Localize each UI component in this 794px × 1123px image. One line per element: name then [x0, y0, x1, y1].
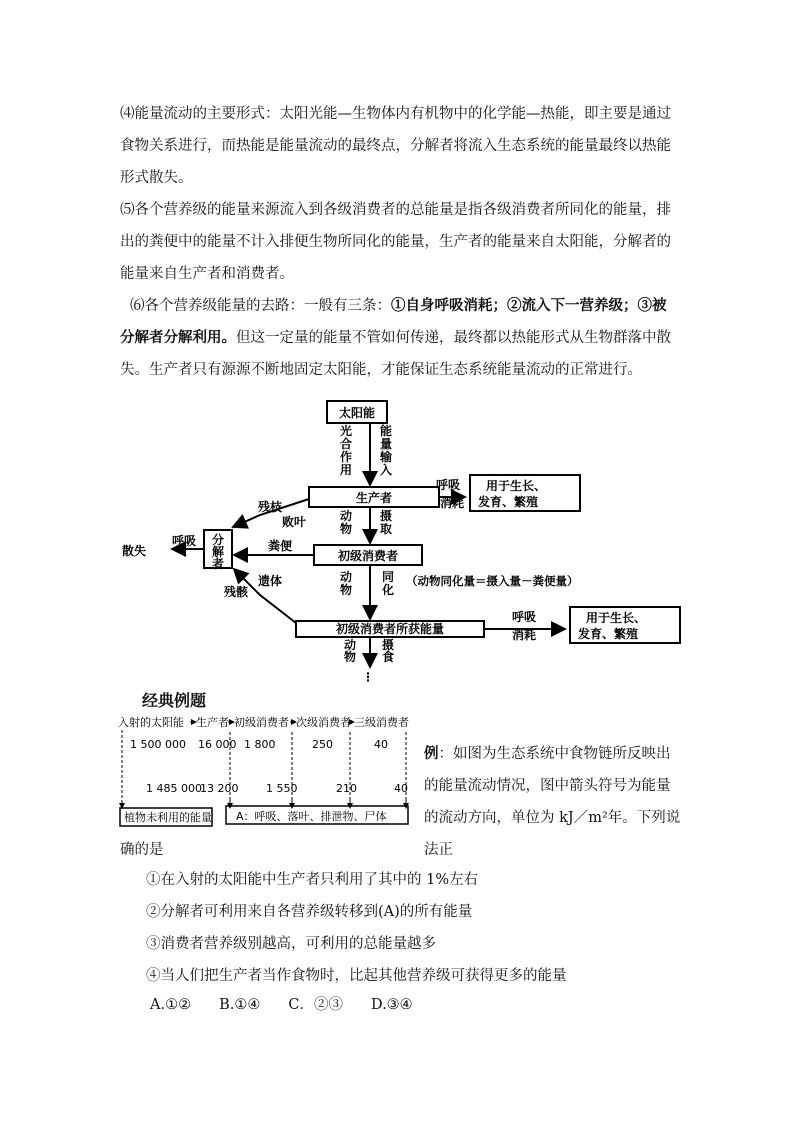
top-value-4: 250 [312, 738, 333, 751]
baiye: 败叶 [282, 515, 307, 529]
top-value-1: 1 500 000 [130, 738, 186, 751]
top-value-3: 1 800 [244, 738, 276, 751]
paragraph-6-rest: 但这一定量的能量不管如何传递，最终都以热能形式从生物群落中散失。生产者只有源源不断地固定太阳能，才能保证生态系统能量流动的正常进行。 [120, 330, 671, 378]
growth-2a: 用于生长、 [586, 611, 647, 625]
top-value-5: 40 [374, 738, 388, 751]
choice-d[interactable]: D.③④ [370, 997, 413, 1013]
input-char-2: 量 [379, 437, 393, 451]
bottom-value-5: 40 [394, 782, 408, 795]
decomposer-char-3: 者 [211, 557, 225, 571]
decomposer-char-1: 分 [211, 533, 225, 547]
tonghua-a: 同 [381, 570, 395, 584]
photo-char-2: 合 [339, 437, 353, 451]
header-tertiary: 三级消费者 [354, 716, 409, 729]
input-char-1: 能 [379, 424, 393, 438]
resp-1: 呼吸 [436, 478, 461, 492]
choice-a[interactable]: A.①② [150, 997, 192, 1013]
sheshi-b: 食 [381, 650, 395, 664]
formula: （动物同化量＝摄入量－粪便量） [406, 574, 579, 588]
dongwu-3a: 动 [343, 638, 357, 652]
primary-energy-label: 初级消费者所获能量 [335, 622, 445, 636]
tonghua-b: 化 [381, 583, 395, 597]
question-label: 例 [424, 745, 439, 762]
header-sun: 入射的太阳能 [118, 716, 184, 729]
question-intro-end: 确的是 [120, 842, 164, 858]
header-secondary: 次级消费者 [296, 716, 351, 729]
resp-2: 呼吸 [512, 610, 537, 624]
option-4: ④当人们把生产者当作食物时，比起其他营养级可获得更多的能量 [146, 968, 567, 984]
sun-label: 太阳能 [338, 406, 376, 420]
header-producer: 生产者 [196, 716, 229, 729]
sanshi: 散失 [122, 544, 147, 558]
dongwu-1a: 动 [339, 509, 353, 523]
dongwu-2b: 物 [339, 583, 353, 597]
dongwu-3b: 物 [343, 650, 357, 664]
bottom-value-1: 1 485 000 [146, 782, 202, 795]
option-3: ③消费者营养级别越高，可利用的总能量越多 [146, 936, 436, 952]
cons-2: 消耗 [512, 628, 537, 642]
cons-1: 消耗 [440, 496, 465, 510]
photo-char-3: 作 [339, 450, 353, 464]
paragraph-4: ⑷能量流动的主要形式：太阳光能—生物体内有机物中的化学能—热能，即主要是通过食物关系进行，而热能是能量流动的最终点，分解者将流入生态系统的能量最终以热能形式散失。 [120, 106, 671, 186]
sheqv-1a: 摄 [379, 509, 393, 523]
photo-char-1: 光 [339, 424, 353, 438]
choice-b[interactable]: B.①④ [219, 997, 261, 1013]
yiti: 遗体 [258, 574, 283, 588]
sheqv-1b: 取 [379, 522, 393, 536]
resp-d: 呼吸 [172, 534, 197, 548]
example-heading: 经典例题 [142, 691, 207, 710]
growth-2b: 发育、繁殖 [578, 627, 639, 641]
growth-1b: 发育、繁殖 [478, 495, 539, 509]
top-value-2: 16 000 [198, 738, 237, 751]
photo-char-4: 用 [339, 463, 353, 477]
paragraph-6-bold: ①自身呼吸消耗；②流入下一营养级；③被分解者分解利用。 [120, 297, 667, 346]
choice-c[interactable]: C．②③ [288, 997, 343, 1013]
fenbian: 粪便 [268, 539, 293, 553]
input-char-4: 入 [379, 463, 393, 477]
paragraph-6-prefix: ⑹各个营养级能量的去路：一般有三条： [130, 298, 391, 314]
producer-label: 生产者 [355, 491, 393, 505]
option-2: ②分解者可利用来自各营养级转移到(A)的所有能量 [146, 904, 473, 920]
dots: ⋮ [362, 670, 374, 684]
question-text: ：如图为生态系统中食物链所反映出的能量流动情况，图中箭头符号为能量的流动方向，单位为 kJ／m²年。下列说法正 [424, 746, 681, 858]
input-char-3: 输 [379, 450, 393, 464]
canhai: 残骸 [224, 585, 249, 599]
decomposer-char-2: 解 [211, 545, 225, 559]
paragraph-6 [120, 290, 680, 386]
dongwu-1b: 物 [339, 522, 353, 536]
paragraph-5: ⑸各个营养级的能量来源流入到各级消费者的总能量是指各级消费者所同化的能量，排出的粪便中的能量不计入排便生物所同化的能量，生产者的能量来自太阳能，分解者的能量来自生产者和消费者。 [120, 202, 671, 282]
energy-flow-diagram [110, 395, 710, 685]
unused-label: 植物未利用的能量 [124, 811, 212, 824]
a-label: A：呼吸、落叶、排泄物、尸体 [236, 810, 387, 823]
sheshi-a: 摄 [381, 638, 395, 652]
bottom-value-3: 1 550 [266, 782, 298, 795]
primary-label: 初级消费者 [337, 549, 399, 563]
header-primary: 初级消费者 [234, 716, 289, 729]
answer-choices [150, 993, 441, 1014]
bottom-value-2: 13 200 [200, 782, 239, 795]
canzhi: 残枝 [258, 500, 283, 514]
option-1: ①在入射的太阳能中生产者只利用了其中的 1%左右 [146, 872, 479, 888]
bottom-value-4: 210 [336, 782, 357, 795]
dongwu-2a: 动 [339, 570, 353, 584]
food-chain-diagram [118, 712, 418, 832]
growth-1a: 用于生长、 [486, 479, 547, 493]
